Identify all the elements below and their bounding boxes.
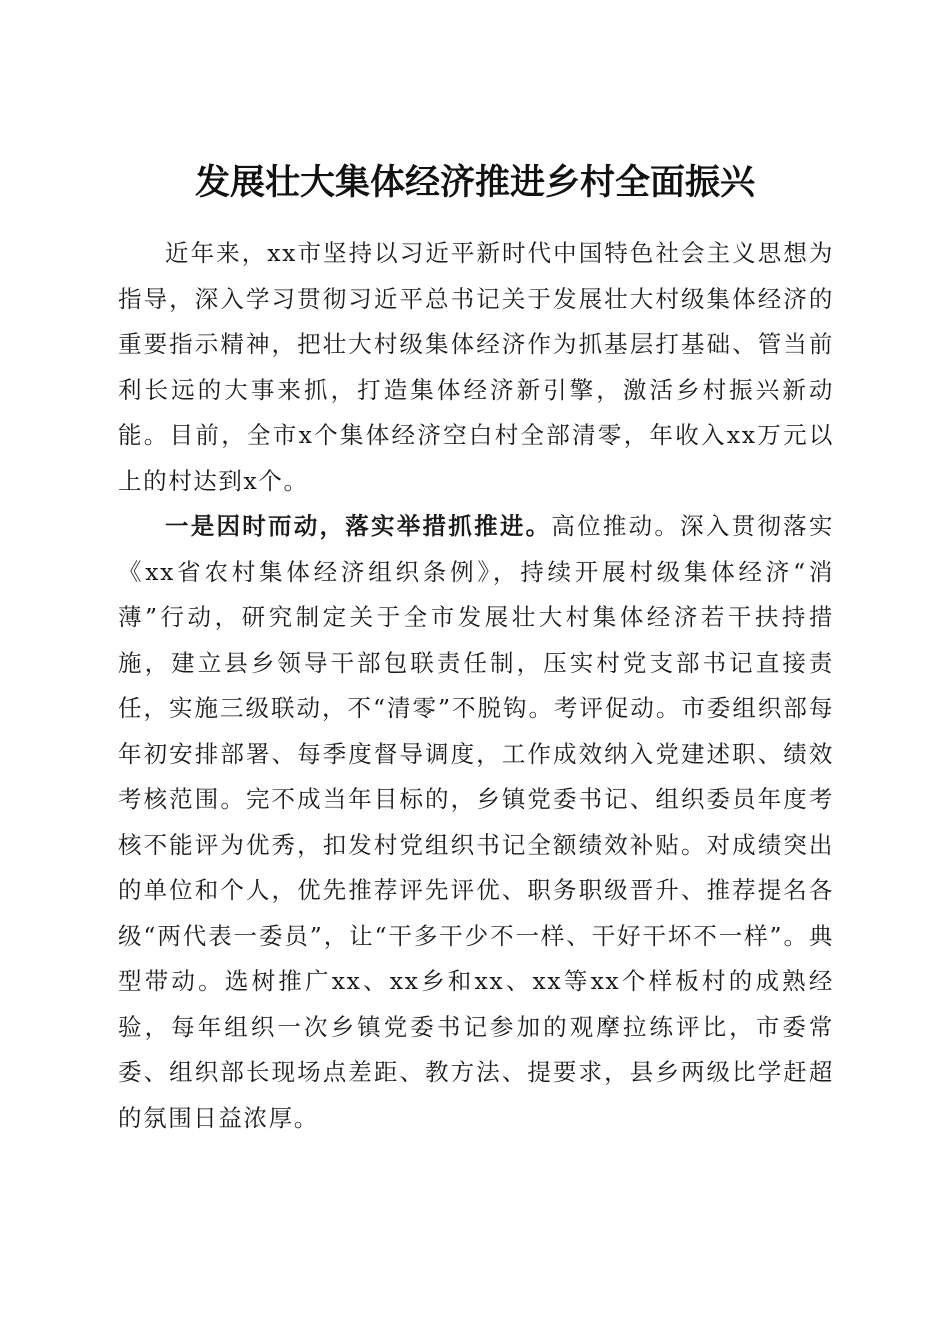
- paragraph-intro: [118, 231, 834, 504]
- section-heading: 一是因时而动，落实举措抓推进。: [165, 512, 552, 540]
- document-title: 发展壮大集体经济推进乡村全面振兴: [194, 162, 755, 204]
- paragraph-section-one: [118, 504, 834, 1141]
- paragraph-text: 高位推动。深入贯彻落实《xx省农村集体经济组织条例》，持续开展村级集体经济“消薄”行动，研究制定关于全市发展壮大村集体经济若干扶持措施，建立县乡领导干部包联责任制，压实村党支部书记直接责任，实施三级联动，不“清零”不脱钩。考评促动。市委组织部每年初安排部署、每季度督导调度，工作成效纳入党建述职、绩效考核范围。完不成当年目标的，乡镇党委书记、组织委员年度考核不能评为优秀，扣发村党组织书记全额绩效补贴。对成绩突出的单位和个人，优先推荐评先评优、职务职级晋升、推荐提名各级“两代表一委员”，让“干多干少不一样、干好干坏不一样”。典型带动。选树推广xx、xx乡和xx、xx等xx个样板村的成熟经验，每年组织一次乡镇党委书记参加的观摩拉练评比，市委常委、组织部长现场点差距、教方法、提要求，县乡两级比学赶超的氛围日益浓厚。: [118, 512, 834, 1132]
- document-body: [118, 231, 834, 1141]
- paragraph-text: 近年来，xx市坚持以习近平新时代中国特色社会主义思想为指导，深入学习贯彻习近平总书记关于发展壮大村级集体经济的重要指示精神，把壮大村级集体经济作为抓基层打基础、管当前利长远的大事来抓，打造集体经济新引擎，激活乡村振兴新动能。目前，全市x个集体经济空白村全部清零，年收入xx万元以上的村达到x个。: [118, 239, 834, 495]
